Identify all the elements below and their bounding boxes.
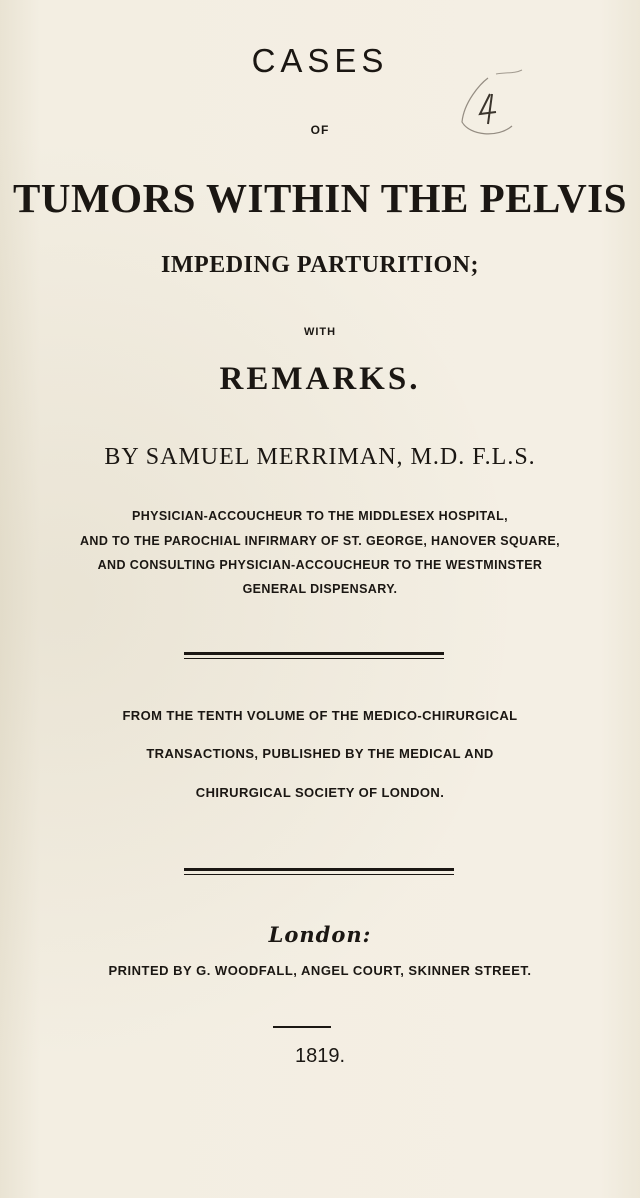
divider-rule bbox=[184, 868, 454, 871]
book-title: TUMORS WITHIN THE PELVIS bbox=[13, 175, 627, 221]
source-line: FROM THE TENTH VOLUME OF THE MEDICO-CHIRURGICAL bbox=[122, 708, 518, 723]
author-line: BY SAMUEL MERRIMAN, M.D. F.L.S. bbox=[104, 444, 536, 470]
imprint-year: 1819. bbox=[294, 1045, 346, 1067]
credential-line: AND CONSULTING PHYSICIAN-ACCOUCHEUR TO THE WESTMINSTER bbox=[97, 558, 543, 572]
heading-with: WITH bbox=[303, 326, 337, 338]
divider-rule bbox=[184, 652, 444, 655]
divider-rule bbox=[184, 874, 454, 875]
divider-rule bbox=[273, 1026, 331, 1028]
book-subtitle: IMPEDING PARTURITION; bbox=[161, 252, 479, 278]
divider-rule bbox=[184, 658, 444, 659]
source-line: TRANSACTIONS, PUBLISHED BY THE MEDICAL AND bbox=[146, 746, 494, 761]
credential-line: PHYSICIAN-ACCOUCHEUR TO THE MIDDLESEX HOSPITAL, bbox=[132, 509, 508, 523]
heading-of: OF bbox=[310, 123, 330, 137]
imprint-city: London: bbox=[268, 922, 372, 947]
credential-line: GENERAL DISPENSARY. bbox=[242, 582, 398, 596]
source-line: CHIRURGICAL SOCIETY OF LONDON. bbox=[195, 785, 445, 800]
heading-remarks: REMARKS. bbox=[219, 361, 421, 397]
credential-line: AND TO THE PAROCHIAL INFIRMARY OF ST. GEORGE, HANOVER SQUARE, bbox=[80, 534, 560, 548]
imprint-printer: PRINTED BY G. WOODFALL, ANGEL COURT, SKINNER STREET. bbox=[108, 963, 532, 978]
heading-cases: CASES bbox=[251, 42, 389, 79]
